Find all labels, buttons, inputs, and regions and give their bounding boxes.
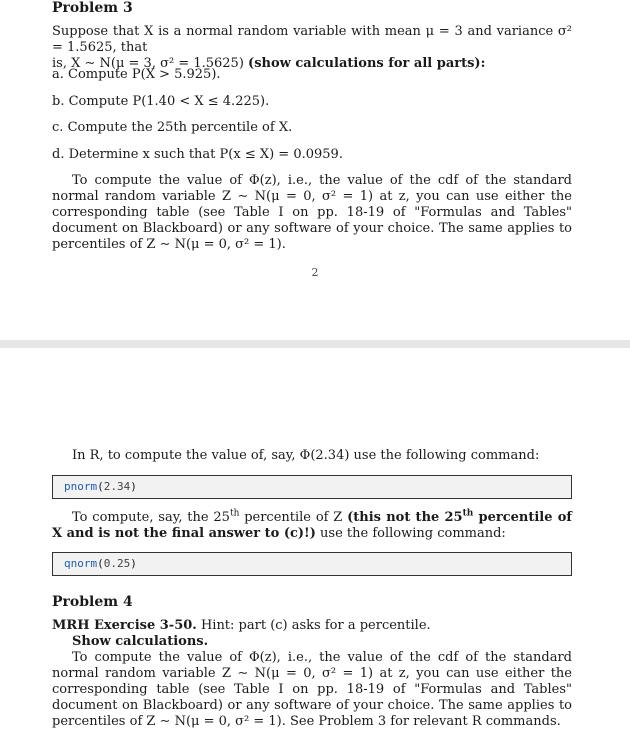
part-label: b. [52, 94, 65, 109]
part-c [52, 120, 572, 135]
problem-3-title: Problem 3 [52, 0, 133, 16]
pct-text: To compute, say, the 25 [72, 510, 230, 525]
code-argument: 0.25 [103, 557, 131, 570]
pct-bold-sup: th [462, 508, 474, 519]
part-text: Compute the 25th percentile of X. [67, 120, 293, 135]
code-function: qnorm [64, 557, 98, 570]
page-1 [0, 0, 630, 340]
page-separator [0, 340, 630, 348]
show-calc-text: Show calculations. [72, 634, 209, 649]
part-a [52, 67, 572, 82]
intro-distribution: is, X ∼ N(μ = 3, σ² = 1.5625) [52, 56, 244, 71]
part-label: d. [52, 147, 65, 162]
pct-bold: (this not the 25 [347, 510, 463, 525]
part-text: Determine x such that P(x ≤ X) = 0.0959. [68, 147, 343, 162]
code-argument: 2.34 [103, 480, 131, 493]
page-number: 2 [311, 266, 319, 279]
code-function: pnorm [64, 480, 98, 493]
part-text: Compute P(X > 5.925). [68, 67, 221, 82]
cdf-note-2: To compute the value of Φ(z), i.e., the value of the cdf of the standard normal random variable Z ∼ N(μ = 0, σ² = 1) at z, you can use either the corresponding table (see Table I on pp. 18-19 of "Formulas and Tables" document on Blackboard) or any software of your choice. The same applies to percentiles of Z ∼ N(μ = 0, σ² = 1). See Problem 3 for relevant R commands. [52, 650, 572, 729]
pct-text: use the following command: [315, 526, 506, 541]
exercise-label: MRH Exercise 3-50. [52, 618, 197, 633]
pct-bold: percentile of X and is not the final answer to (c)!) [52, 510, 572, 541]
r-intro: In R, to compute the value of, say, Φ(2.34) use the following command: [72, 448, 540, 463]
part-d [52, 147, 572, 162]
percentile-instructions [52, 510, 572, 542]
part-text: Compute P(1.40 < X ≤ 4.225). [68, 94, 270, 109]
page-2 [0, 348, 630, 742]
mrh-exercise [52, 618, 572, 634]
cdf-note: To compute the value of Φ(z), i.e., the value of the cdf of the standard normal random variable Z ∼ N(μ = 0, σ² = 1) at z, you can use either the corresponding table (see Table I on pp. 18-19 of "Formulas and Tables" document on Blackboard) or any software of your choice. The same applies to percentiles of Z ∼ N(μ = 0, σ² = 1). [52, 173, 572, 252]
code-block-pnorm [52, 475, 572, 499]
exercise-hint: Hint: part (c) asks for a percentile. [196, 618, 431, 633]
code-paren: ) [130, 480, 137, 493]
pct-text: percentile of Z [239, 510, 348, 525]
show-calculations [72, 634, 572, 650]
pct-sup: th [229, 508, 240, 519]
part-label: c. [52, 120, 64, 135]
code-block-qnorm [52, 552, 572, 576]
part-b [52, 94, 572, 109]
problem-4-title: Problem 4 [52, 594, 133, 610]
part-label: a. [52, 67, 64, 82]
show-calculations-note: (show calculations for all parts): [248, 56, 486, 71]
code-qnorm [64, 557, 137, 570]
problem-3-intro [52, 24, 572, 72]
code-paren: ( [97, 480, 104, 493]
code-pnorm [64, 480, 137, 493]
intro-line-1: Suppose that X is a normal random variable with mean μ = 3 and variance σ² = 1.5625, that [52, 24, 572, 55]
code-paren: ( [97, 557, 104, 570]
code-paren: ) [130, 557, 137, 570]
